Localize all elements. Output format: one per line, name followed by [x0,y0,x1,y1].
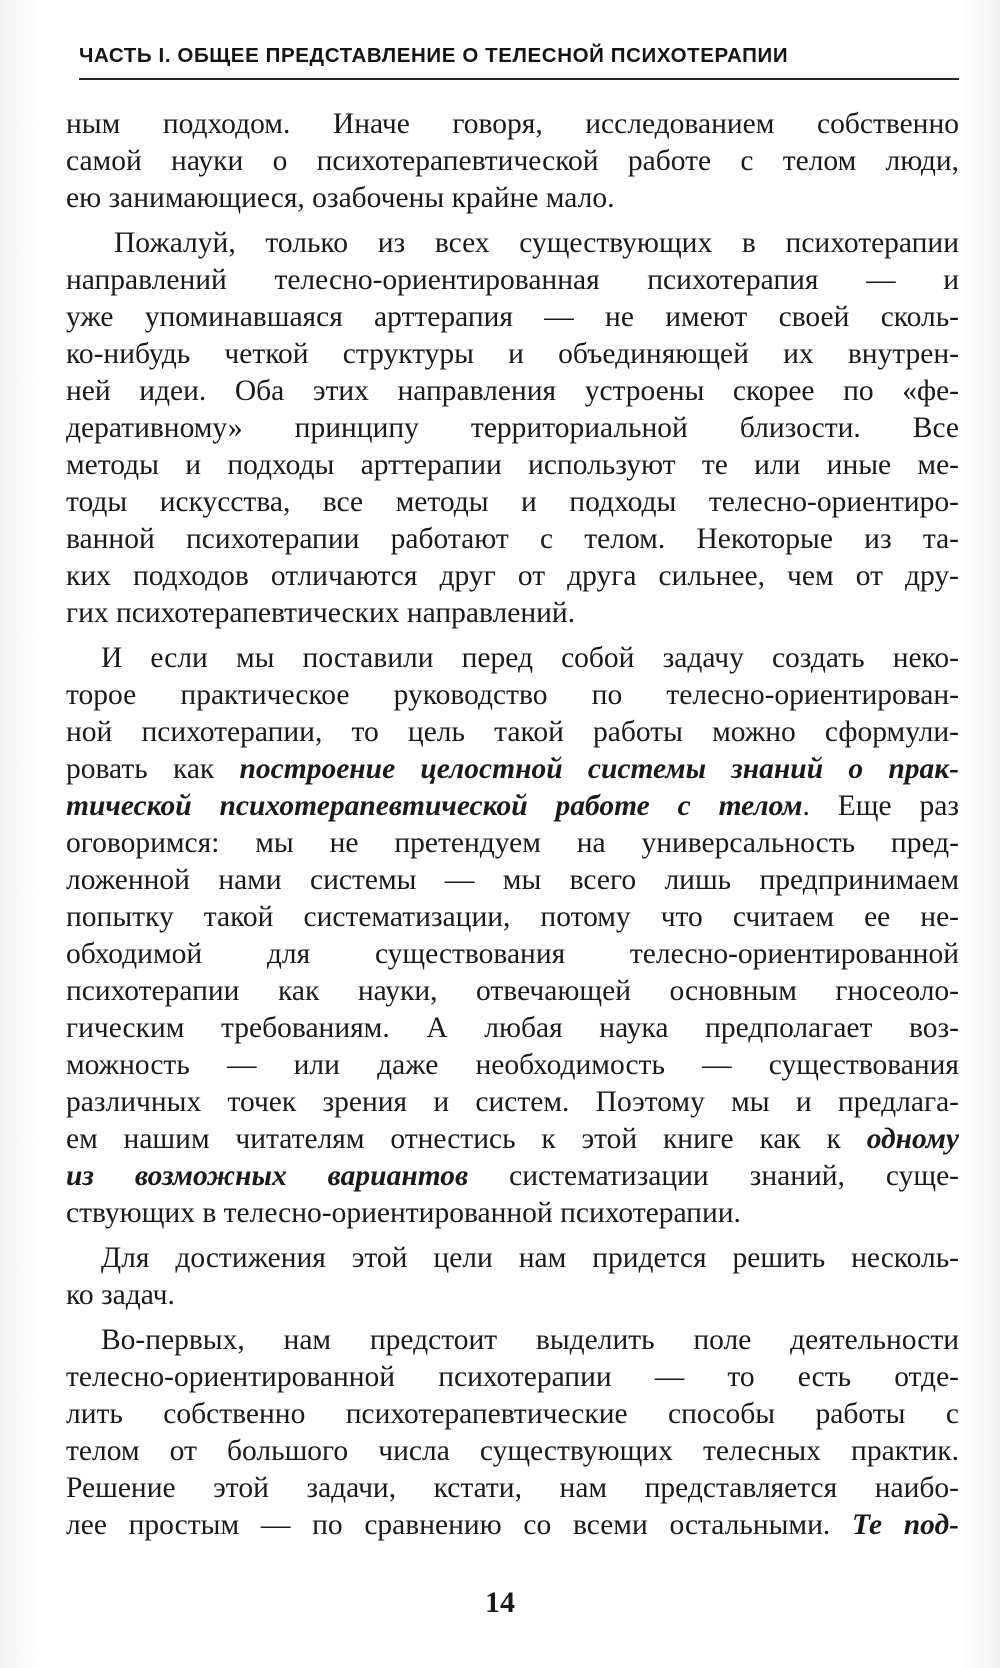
header-rule [79,78,959,80]
emphasis-text: тической психотерапевтической работе с телом [66,790,803,822]
text-run: . Еще раз [802,790,959,822]
text-line: обходимой для существования телесно-ориентированной [66,938,959,970]
text-line: торое практическое руководство по телесно-ориентирован- [66,679,959,711]
text-run: ровать как [66,753,240,785]
text-line [66,751,959,788]
text-line [66,1121,959,1158]
text-line: ею занимающиеся, озабочены крайне мало. [66,182,615,214]
text-line: методы и подходы арттерапии используют те или иные ме- [66,449,959,481]
text-line: различных точек зрения и систем. Поэтому мы и предлага- [66,1086,959,1118]
text-line: ложенной нами системы — мы всего лишь предпринимаем [66,864,959,896]
text-line: гическим требованиям. А любая наука предполагает воз- [66,1012,959,1044]
text-run: систематизации знаний, суще- [468,1160,959,1192]
text-line: Пожалуй, только из всех существующих в психотерапии [114,227,959,259]
emphasis-text: построение целостной системы знаний о прак- [239,753,959,785]
text-line: деративному» принципу территориальной близости. Все [66,412,959,444]
text-line: попытку такой систематизации, потому что считаем ее не- [66,901,959,933]
text-line: тоды искусства, все методы и подходы телесно-ориентиро- [66,486,959,518]
text-line: ней идеи. Оба этих направления устроены скорее по «фе- [66,375,959,407]
text-line [66,1158,959,1195]
text-line: И если мы поставили перед собой задачу создать неко- [101,642,959,674]
text-line: лить собственно психотерапевтические способы работы с [66,1398,959,1430]
text-line [66,788,959,825]
text-run: ем нашим читателям отнестись к этой книге как к [66,1123,867,1155]
text-line: ствующих в телесно-ориентированной психотерапии. [66,1197,741,1229]
text-line: можность — или даже необходимость — существования [66,1049,959,1081]
text-line: уже упоминавшаяся арттерапия — не имеют своей сколь- [66,301,959,333]
text-line: ко-нибудь четкой структуры и объединяющей их внутрен- [66,338,959,370]
text-line: Решение этой задачи, кстати, нам представляется наибо- [66,1472,959,1504]
text-line: гих психотерапевтических направлений. [66,597,576,629]
page-number: 14 [485,1586,515,1619]
text-line: телесно-ориентированной психотерапии — то есть отде- [66,1361,959,1393]
text-line: ной психотерапии, то цель такой работы можно сформули- [66,716,959,748]
text-line: оговоримся: мы не претендуем на универсальность пред- [66,827,959,859]
running-head: ЧАСТЬ I. ОБЩЕЕ ПРЕДСТАВЛЕНИЕ О ТЕЛЕСНОЙ ПСИХОТЕРАПИИ [79,44,789,67]
text-run: лее простым — по сравнению со всеми остальными. [66,1509,852,1541]
body-text [66,106,959,1544]
emphasis-text: из возможных вариантов [66,1160,469,1192]
text-line: самой науки о психотерапевтической работе с телом люди, [66,145,959,177]
text-line: Для достижения этой цели нам придется решить несколь- [101,1242,959,1274]
emphasis-text: Те под- [852,1509,959,1541]
text-line: психотерапии как науки, отвечающей основным гносеоло- [66,975,959,1007]
text-line: ких подходов отличаются друг от друга сильнее, чем от дру- [66,560,959,592]
text-line: телом от большого числа существующих телесных практик. [66,1435,959,1467]
text-line: ко задач. [66,1279,175,1311]
text-line: Во-первых, нам предстоит выделить поле деятельности [101,1324,959,1356]
text-line [66,1507,959,1544]
text-line: ным подходом. Иначе говоря, исследованием собственно [66,108,959,140]
text-line: ванной психотерапии работают с телом. Некоторые из та- [66,523,959,555]
text-line: направлений телесно-ориентированная психотерапия — и [66,264,959,296]
emphasis-text: одному [866,1123,959,1155]
